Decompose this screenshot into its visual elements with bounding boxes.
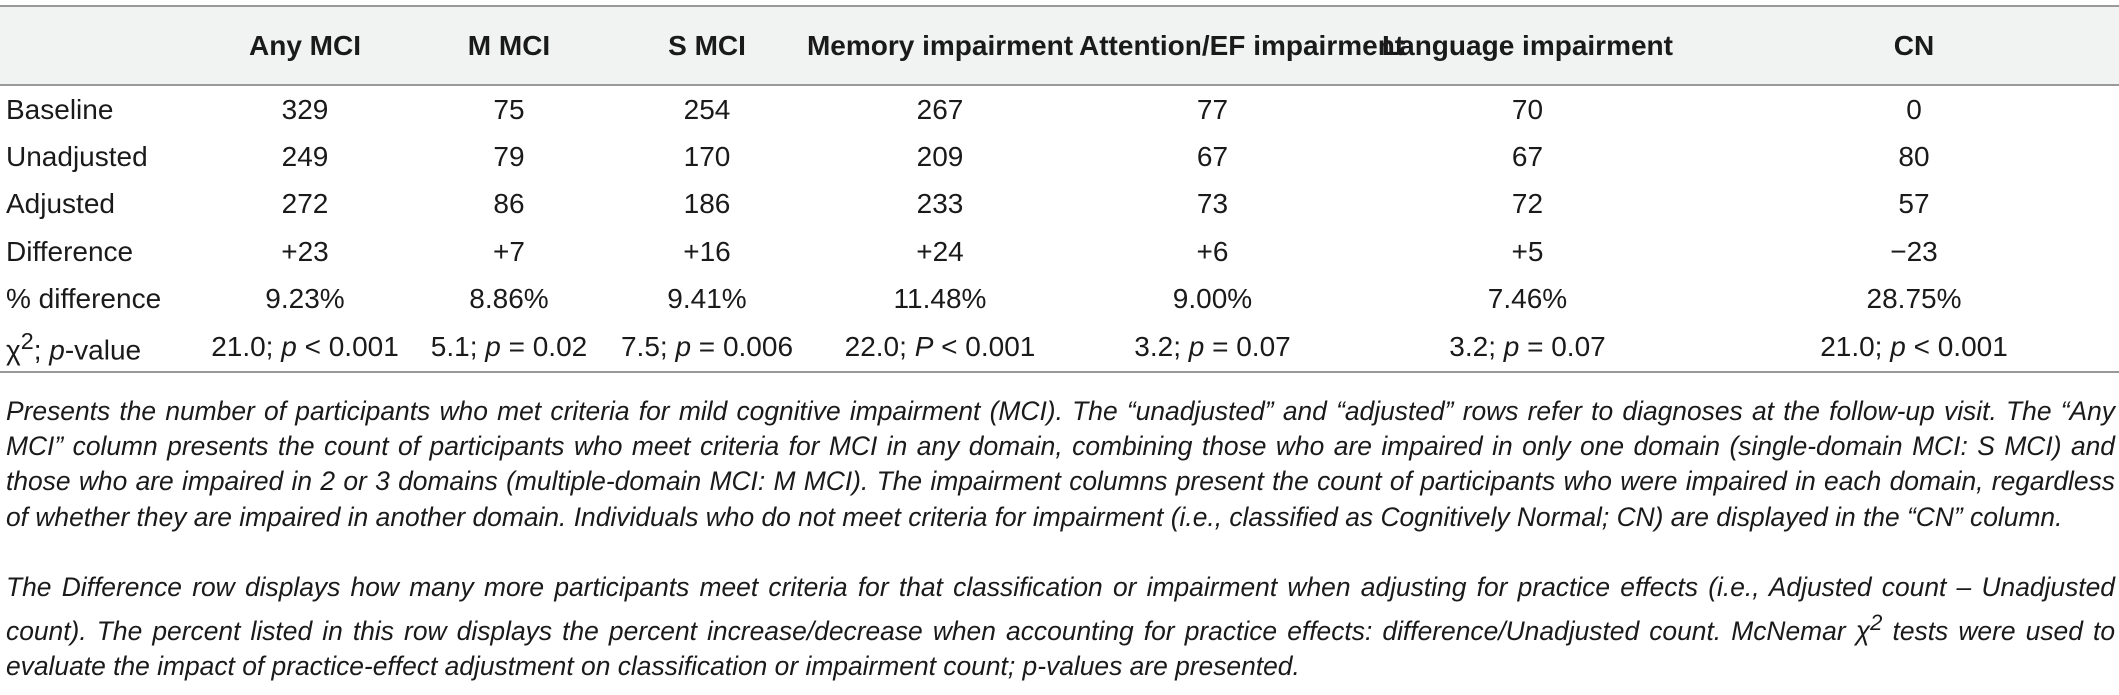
table-cell: 86 [493,188,525,220]
row-label: Baseline [6,93,114,125]
chi-label-sep: ; [33,334,50,366]
chi-superscript: 2 [20,327,34,354]
table-cell: 28.75% [1866,282,1962,314]
table-cell: +6 [1196,235,1229,267]
table-cell [613,322,801,372]
table-cell: 9.41% [667,282,747,314]
table-cell [1346,322,1709,372]
table-cell: 186 [683,188,731,220]
table-cell: 75 [493,93,525,125]
table-cell: +16 [683,235,731,267]
table-cell: 79 [493,140,525,172]
table-cell: 8.86% [469,282,549,314]
p-value: = 0.02 [500,330,588,362]
p-italic: p [1890,330,1906,362]
results-table [0,5,2119,373]
table-cell: 272 [281,188,329,220]
header-cn: CN [1893,29,1935,61]
row-label: % difference [6,282,162,314]
table-cell: 329 [281,93,329,125]
chi-symbol: χ [6,334,21,366]
table-row [0,228,2119,275]
header-row [0,6,2119,85]
p-italic: p [1188,330,1205,362]
header-language-impairment: Language impairment [1382,29,1673,61]
table-cell: 0 [1906,93,1922,125]
header-memory-impairment: Memory impairment [806,29,1074,61]
table-cell: 9.00% [1172,282,1253,314]
p-value: = 0.006 [691,330,794,362]
table-cell [405,322,613,372]
chi-label-rest: -value [64,334,142,366]
header-attention-ef-impairment: Attention/EF impairment [1079,29,1405,61]
p-italic: p [49,334,65,366]
table-cell: 80 [1898,140,1930,172]
p-italic: p [1503,330,1520,362]
header-any-mci: Any MCI [249,29,361,61]
p-italic: P [914,330,934,362]
p-value: = 0.07 [1519,330,1606,362]
row-label [0,322,205,372]
chi-stat: 3.2; [1134,330,1189,362]
row-label: Unadjusted [6,140,148,172]
chi-stat: 7.5; [620,330,676,362]
table-cell [1079,322,1346,372]
table-cell [801,322,1079,372]
chi-stat: 22.0; [844,330,915,362]
table-cell [205,322,405,372]
table-cell [1709,322,2119,372]
chi-stat: 5.1; [430,330,486,362]
chi-stat: 21.0; [1820,330,1891,362]
chi-stat: 21.0; [211,330,282,362]
p-value: < 0.001 [933,330,1036,362]
table-row [0,133,2119,180]
row-label: Difference [6,235,134,267]
table-cell: 249 [281,140,329,172]
footnote-chi-symbol: χ [1855,616,1871,646]
table-cell: 57 [1898,188,1930,220]
table-cell: 77 [1196,93,1229,125]
table-row-chi-square [0,322,2119,372]
table-cell: 73 [1196,188,1229,220]
chi-stat: 3.2; [1449,330,1504,362]
table-cell: +7 [493,235,525,267]
table-cell: 170 [683,140,731,172]
table-cell: −23 [1890,235,1938,267]
header-m-mci: M MCI [467,29,551,61]
table-cell: 233 [916,188,964,220]
table-cell: 254 [683,93,731,125]
table-cell: 67 [1511,140,1544,172]
table-cell: 67 [1196,140,1229,172]
p-value: < 0.001 [1905,330,2008,362]
header-s-mci: S MCI [668,29,746,61]
table-row [0,181,2119,228]
table-cell: 7.46% [1487,282,1568,314]
p-value: < 0.001 [296,330,399,362]
p-italic: p [281,330,297,362]
table-cell: +23 [281,235,329,267]
footnote-paragraph-2 [6,570,2115,684]
header-cell-empty [0,6,205,85]
footnote-paragraph-1: Presents the number of participants who met criteria for mild cognitive impairment (MCI). The “unadjusted” and “adjusted” rows refer to diagnoses at the follow-up visit. The “Any MCI” column presents the count of participants who meet criteria for MCI in any domain, combining those who are impaired in only one domain (single-domain MCI: S MCI) and those who are impaired in 2 or 3 domains (multiple-domain MCI: M MCI). The impairment columns present the count of participants who were impaired in each domain, regardless of whether they are impaired in another domain. Individuals who do not meet criteria for impairment (i.e., classified as Cognitively Normal; CN) are displayed in the “CN” column. [6,396,2115,532]
p-value: = 0.07 [1204,330,1291,362]
table-cell: 72 [1511,188,1544,220]
p-italic: p [485,330,501,362]
p-italic: p [675,330,692,362]
table-cell: 9.23% [265,282,345,314]
row-label: Adjusted [6,188,115,220]
footnote-chi-superscript: 2 [1870,610,1883,636]
table-cell: 11.48% [893,282,987,314]
table-row [0,275,2119,322]
table-cell: +5 [1511,235,1544,267]
footnote-2-start: The Difference row displays how many more participants meet criteria for that classification or impairment when adjusting for practice effects (i.e., Adjusted count – Unadjusted count). The percent listed in this row displays the percent increase/decrease when accounting for practice effects: difference/Unadjusted count. McNemar [6,572,2115,646]
table-row [0,85,2119,133]
table-cell: +24 [916,235,964,267]
table-cell: 209 [916,140,964,172]
table-cell: 267 [916,93,964,125]
table-cell: 70 [1511,93,1544,125]
footnote-2-end: tests were used to evaluate the impact of practice-effect adjustment on classification or impairment count; p-values are presented. [6,616,2115,682]
